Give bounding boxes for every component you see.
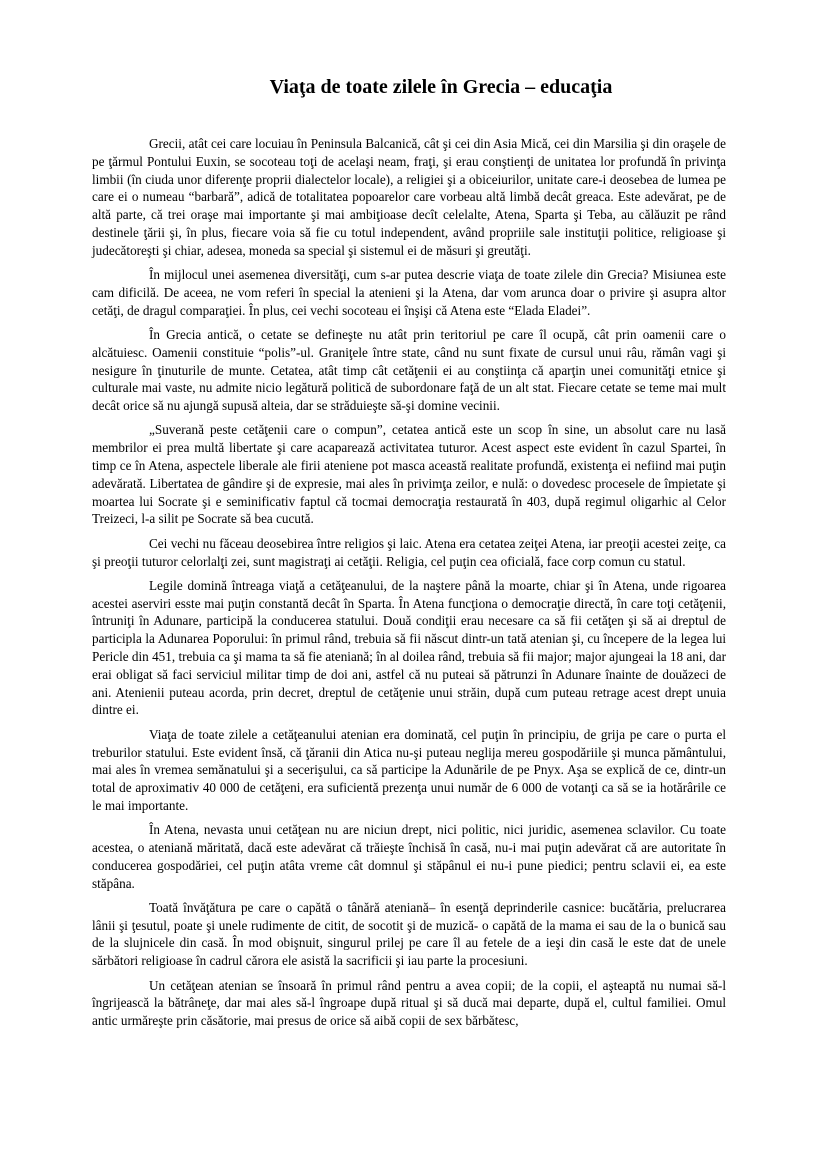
paragraph-9: Toată învăţătura pe care o capătă o tânără ateniană– în esenţă deprinderile casnice: bucătăria, prelucrarea lânii şi ţesutul, poate şi unele rudimente de citit, de socotit şi de muzică- o capătă de la mama ei sau de la o bunică sau de la slujnicele din casă. În mod obişnuit, singurul prilej pe care îl au fetele de a ieşi din casă le este dat de unele sărbători religioase în cadrul cărora ele asistă la sacrificii şi iau parte la procesiuni. xyxy=(92,899,726,969)
paragraph-10: Un cetăţean atenian se însoară în primul rând pentru a avea copii; de la copii, el aşteaptă nu numai să-l îngrijească la bătrâneţe, dar mai ales să-l îngroape după ritual şi să ducă mai departe, după el, cultul familiei. Omul antic urmăreşte prin căsătorie, mai presus de orice să aibă copii de sex bărbătesc, xyxy=(92,977,726,1029)
paragraph-8: În Atena, nevasta unui cetăţean nu are niciun drept, nici politic, nici juridic, asemenea sclavilor. Cu toate acestea, o ateniană măritată, dacă este adevărat că trăieşte închisă în casă, nu-i mai puţin adevărat că are autoritate în conducerea gospodăriei, cel puţin atâta vreme cât domnul şi stăpânul ei nu-i pune piedici; pentru sclavii ei, ea este stăpâna. xyxy=(92,822,726,891)
paragraph-2: În mijlocul unei asemenea diversităţi, cum s-ar putea descrie viaţa de toate zilele din Grecia? Misiunea este cam dificilă. De aceea, ne vom referi în special la atenieni şi la Atena, dar vom arunca doar o privire şi asupra altor cetăţi, de dragul comparaţiei. În plus, cei vechi socoteau ei înşişi că Atena este “Elada Eladei”. xyxy=(92,267,726,318)
page-title: Viaţa de toate zilele în Grecia – educaţia xyxy=(269,76,613,98)
paragraph-3: În Grecia antică, o cetate se defineşte nu atât prin teritoriul pe care îl ocupă, cât prin oamenii care o alcătuiesc. Oamenii constituie “polis”-ul. Graniţele între state, când nu sunt fixate de cursul unui râu, rămân vagi şi nesigure în ţinuturile de munte. Cetatea, atât timp cât cetăţenii ei au conştiinţa că aparţin unei comunităţi etnice şi culturale mai vaste, nu admite nicio legătură politică de subordonare faţă de un alt stat. Fiecare cetate se teme mai mult decât orice să nu ajungă supusă alteia, dar se străduieşte să-şi domine vecinii. xyxy=(92,326,726,414)
paragraph-7: Viaţa de toate zilele a cetăţeanului atenian era dominată, cel puţin în principiu, de grija pe care o purta el treburilor statului. Este evident însă, că ţăranii din Atica nu-şi puteau neglija mereu gospodăriile şi munca pământului, mai ales în vremea semănatului şi a secerişului, ca să participe la Adunările de pe Pnyx. Aşa se explică de ce, dintr-un total de aproximativ 40 000 de cetăţeni, era suficientă prezenţa unui număr de 6 000 de votanţi ca să se ia hotărârile ce le mai importante. xyxy=(92,726,726,813)
document-body xyxy=(92,135,726,1036)
paragraph-6: Legile domină întreaga viaţă a cetăţeanului, de la naştere până la moarte, chiar şi în Atena, unde rigoarea acestei aserviri esste mai puţin constantă decât în Sparta. În Atena funcţiona o democraţie directă, în care toţi cetăţenii, întruniţi în Adunare, participă la conducerea statului. Două condiţii erau necesare ca să fii cetăţen şi să ai dreptul de participla la Adunarea Poporului: în primul rând, trebuia să fii născut dintr-un tată atenian şi, cu începere de la legea lui Pericle din 451, trebuia ca şi mama ta să fie ateniană; în al doilea rând, trebuia să fii major; major ajungeai la 18 ani, dar erai obligat să faci serviciul militar timp de doi ani, astfel că nu puteai să pătrunzi în Adunare înainte de douăzeci de ani. Atenienii puteau acorda, prin decret, dreptul de cetăţenie unui străin, după cum puteau retrage acest drept unuia dintre ei. xyxy=(92,577,726,718)
paragraph-4: „Suverană peste cetăţenii care o compun”, cetatea antică este un scop în sine, un absolut care nu lasă membrilor ei prea multă libertate şi care acaparează activitatea tuturor. Acest aspect este evident în cazul Spartei, în timp ce în Atena, aspectele liberale ale firii ateniene pot masca această realitate profundă, existenţa ei nefiind mai puţin adevărată. Libertatea de gândire şi de expresie, mai ales în privimţa zeilor, e nulă: o dovedesc procesele de împietate şi moartea lui Socrate şi e seminificativ faptul că tocmai democraţia restaurată în 403, după regimul oligarhic al Celor Treizeci, l-a silit pe Socrate să bea cucută. xyxy=(92,422,726,527)
paragraph-5: Cei vechi nu făceau deosebirea între religios şi laic. Atena era cetatea zeiţei Atena, iar preoţii acestei zeiţe, ca şi preoţii tuturor celorlalţi zei, sunt magistraţi ai cetăţii. Religia, cel puţin cea oficială, face corp comun cu statul. xyxy=(92,535,726,569)
paragraph-1: Grecii, atât cei care locuiau în Peninsula Balcanică, cât şi cei din Asia Mică, cei din Marsilia şi din oraşele de pe ţărmul Pontului Euxin, se socoteau toţi de acelaşi neam, fraţi, şi erau conştienţi de unitatea lor profundă în privinţa limbii (în ciuda unor diferenţe proprii dialectelor locale), a religiei şi a obiceiurilor, unitate care-i deosebea de lumea pe care ei o numeau “barbară”, adică de totalitatea popoarelor care vorbeau altă limbă decât greaca. Este adevărat, pe de altă parte, că trei oraşe mai importante şi mai ambiţioase decît celelalte, Atena, Sparta şi Teba, au călăuzit pe rând destinele ţării şi, în plus, fiecare voia să fie cu totul independent, având propriile sale instituţii politice, religioase şi judecătoreşti şi chiar, adesea, moneda sa special şi sistemul ei de măsuri şi greutăţi. xyxy=(92,136,726,258)
